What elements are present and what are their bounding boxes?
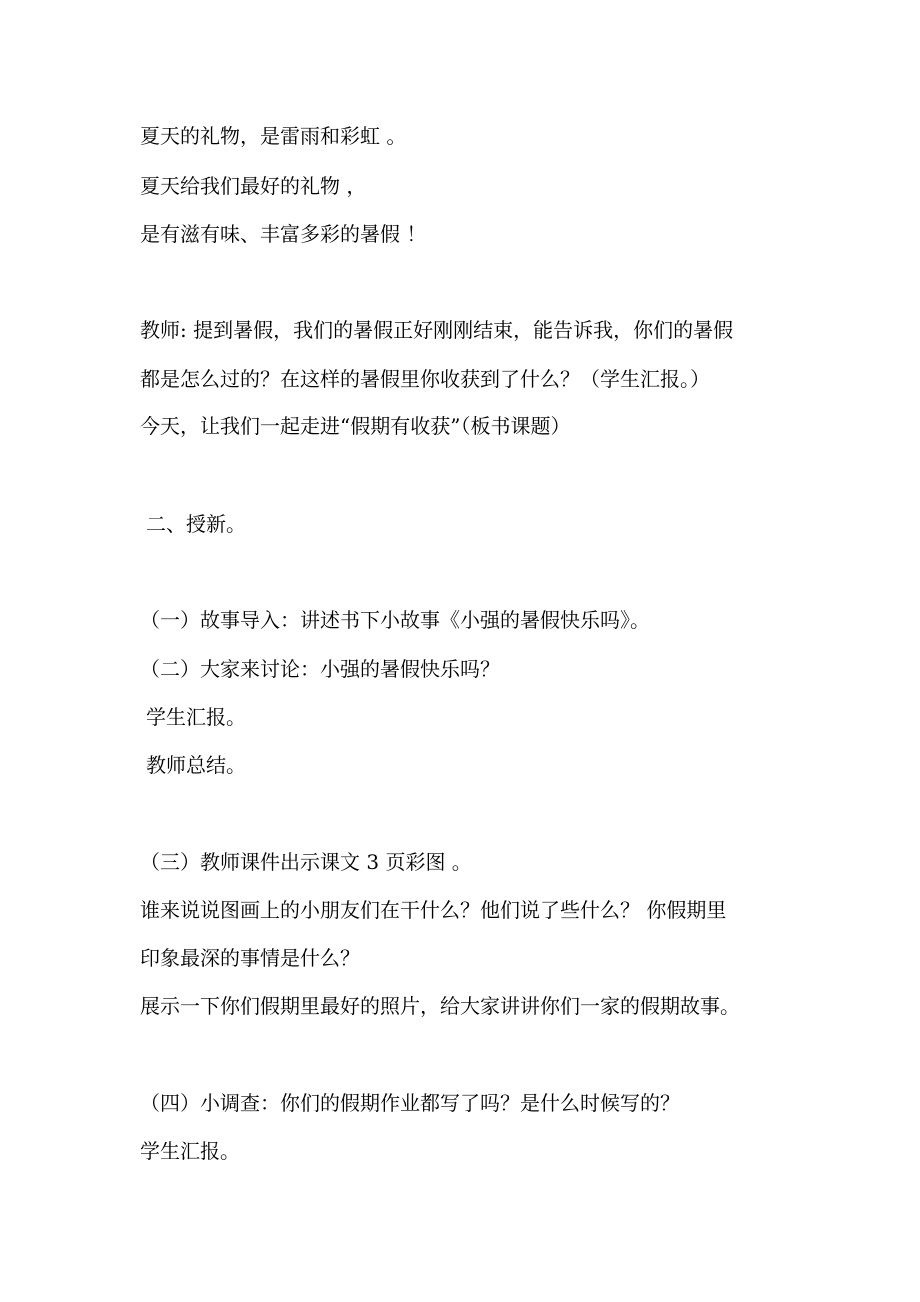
- part3-line-2: 谁来说说图画上的小朋友们在干什么？他们说了些什么？ 你假期里: [140, 898, 727, 922]
- part1-line-4: 教师总结。: [146, 753, 246, 777]
- part1-line-1: （一）故事导入：讲述书下小故事《小强的暑假快乐吗》。: [140, 608, 650, 632]
- part4-line-1: （四）小调查：你们的假期作业都写了吗？是什么时候写的？: [140, 1091, 680, 1115]
- intro-line-3: 今天，让我们一起走进“假期有收获”（板书课题）: [140, 414, 571, 438]
- part3-line-4: 展示一下你们假期里最好的照片，给大家讲讲你们一家的假期故事。: [140, 994, 740, 1018]
- poem-line-3: 是有滋有味、丰富多彩的暑假 ！: [140, 222, 427, 246]
- poem-line-1: 夏天的礼物，是雷雨和彩虹 。: [140, 124, 407, 148]
- part3-line-3: 印象最深的事情是什么？: [140, 946, 360, 970]
- poem-line-2: 夏天给我们最好的礼物 ，: [140, 174, 367, 198]
- part1-line-3: 学生汇报。: [146, 705, 246, 729]
- part4-line-2: 学生汇报。: [140, 1139, 240, 1163]
- section-heading: 二、授新。: [146, 512, 246, 536]
- part3-line-1: （三）教师课件出示课文 3 页彩图 。: [140, 850, 472, 874]
- intro-line-1: 教师: 提到暑假，我们的暑假正好刚刚结束，能告诉我，你们的暑假: [140, 318, 734, 342]
- intro-line-2: 都是怎么过的？在这样的暑假里你收获到了什么？（学生汇报。）: [140, 367, 710, 391]
- part1-line-2: （二）大家来讨论：小强的暑假快乐吗？: [140, 657, 500, 681]
